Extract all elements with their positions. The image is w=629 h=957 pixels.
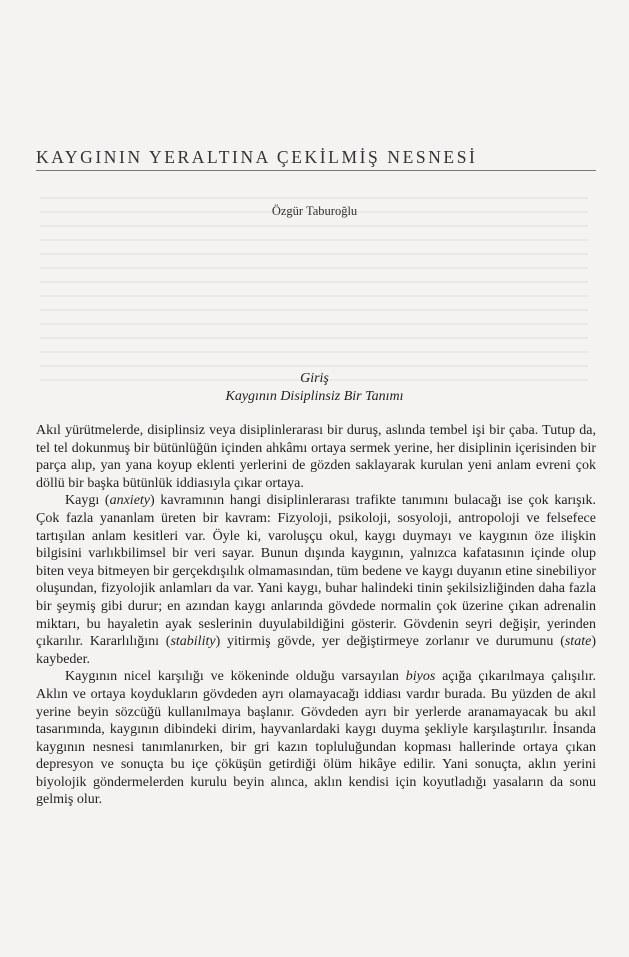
italic-term: state — [564, 634, 592, 650]
text-run: açığa çıkarılmaya çalışılır. Aklın ve ortaya koydukların gövdeden ayrı olamayacağı iddiası vardır burada. Bu yüzden de akıl yerine beyin sözcüğü kullanılmaya başlanır. Gövdeden ayrı bir yerlerde aranamayacak bu akıl tasarımında, kaygının dibindeki dirim, hayvanlardaki kaygı duyma şekliyle karşılaştırılır. İnsanda kaygının nesnesi tanımlanırken, bir gri kazın topluluğundan kopması hallerinde ortaya çıkan depresyon ve sonuçta bu içe çöküşün getirdiği ölüm hikâye edilir. Yani sonuçta, aklın yerini biyolojik göndermelerden kurulu beyin alınca, aklın kendisi için koyutladığı yasaların da sonu gelmiş olur. — [36, 669, 596, 808]
italic-term: stability — [170, 634, 216, 650]
text-run: ) yitirmiş gövde, yer değiştirmeye zorlanır ve durumunu ( — [215, 634, 565, 650]
paragraph-2 — [36, 492, 596, 668]
chapter-title: KAYGININ YERALTINA ÇEKİLMİŞ NESNESİ — [36, 147, 478, 167]
body-text — [36, 422, 596, 809]
author-name: Özgür Taburoğlu — [271, 204, 358, 218]
text-run: ) kaybeder. — [36, 634, 596, 667]
text-run: Kaygı ( — [65, 493, 110, 509]
section-subheading: Kaygının Disiplinsiz Bir Tanımı — [225, 389, 404, 404]
text-run: ) kavramının hangi disiplinlerarası trafikte tanımını bulacağı ise çok karışık. Çok fazla yananlam üreten bir kavram: Fizyoloji, psikoloji, sosyoloji, antropoloji ve felsefece tartışılan anlam kesitleri var. Öyle ki, varoluşçu okul, kaygı duymayı ve kaygının öze ilişkin bilgisini varlıkbilimsel bir veri sayar. Bunun dışında kaygının, yalnızca kafatasının içinde olup biten veya bitmeyen bir gerçekdışılık olmamasından, tüm bedene ve kaygı duyanın etine sinebiliyor oluşundan, fizyolojik anlamları da var. Yani kaygı, buhar halindeki tinin şekilsizliğinden daha fazla bir şeymiş gibi durur; en azından kaygı anlarında gövdede normalin çok üzerine çıkan adrenalin miktarı, bu hayaletin ayak seslerinin duyulabildiğini gösterir. Gövdenin seyri değişir, yerinden çıkarılır. Kararlılığını ( — [36, 493, 596, 650]
italic-term: biyos — [405, 669, 436, 685]
title-rule — [36, 170, 596, 171]
text-run: Akıl yürütmelerde, disiplinsiz veya disiplinlerarası bir duruş, aslında tembel işi bir çaba. Tutup da, tel tel dokunmuş bir bütünlüğün içinden ahkâmı ortaya sermek yerine, her disiplinin içerisinden bir parça alıp, yan yana koyup eklenti yerlerini de gözden saklayarak kurulan yeni anlam evreni çok döllü bir başka bütünlük iddiasıyla çıkar ortaya. — [36, 423, 596, 491]
section-heading: Giriş — [300, 371, 329, 386]
text-run: Kaygının nicel karşılığı ve kökeninde olduğu varsayılan — [65, 669, 406, 685]
italic-term: anxiety — [109, 493, 151, 509]
paragraph-3 — [36, 668, 596, 809]
paragraph-1 — [36, 422, 596, 492]
section-heading-block — [0, 370, 629, 406]
